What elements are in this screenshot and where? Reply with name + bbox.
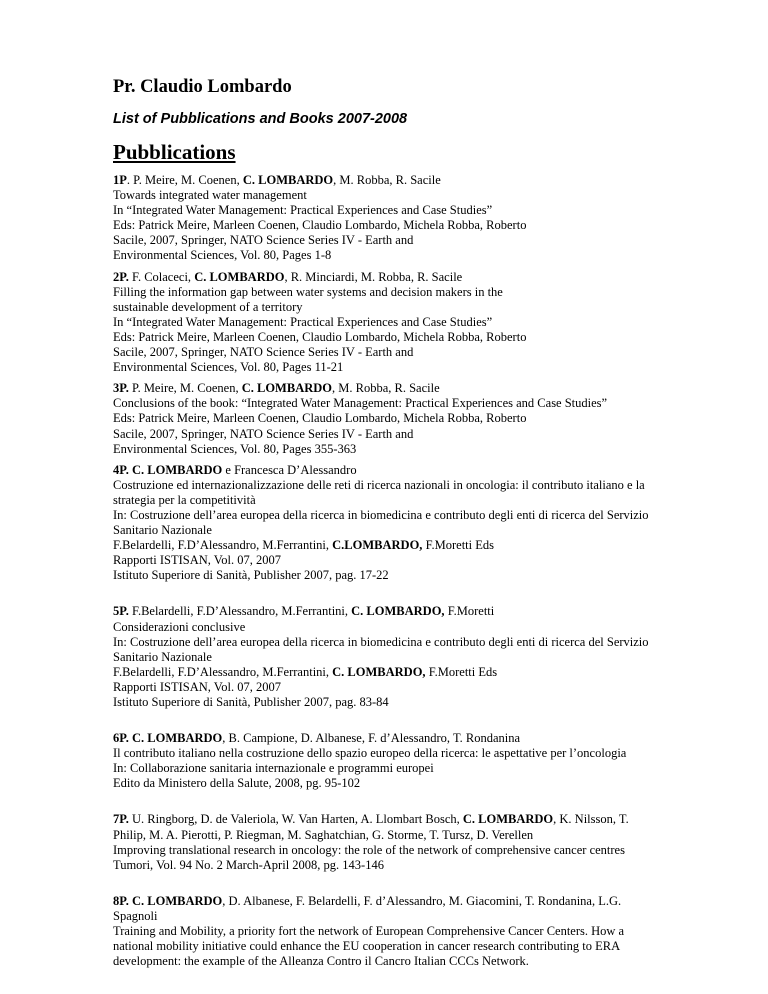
publication-text: Environmental Sciences, Vol. 80, Pages 11-21 [113,360,344,375]
publication-text: Eds: Patrick Meire, Marleen Coenen, Claudio Lombardo, Michela Robba, Roberto [113,411,527,426]
publication-text: e Francesca D’Alessandro [222,462,357,477]
publication-line [113,203,673,218]
publication-text: Rapporti ISTISAN, Vol. 07, 2007 [113,553,281,568]
publication-line [113,924,673,939]
publication-text: Sacile, 2007, Springer, NATO Science Series IV - Earth and [113,233,414,248]
publication-line [113,954,673,969]
publication-line [113,604,673,619]
publication-text: Training and Mobility, a priority fort the network of European Comprehensive Cancer Centers. How a [113,924,625,939]
publication-text: In: Collaborazione sanitaria internazionale e programmi europei [113,761,434,776]
publication-text: Costruzione ed internazionalizzazione delle reti di ricerca nazionali in oncologia: il contributo italiano e la [113,477,645,492]
publication-bold-text: C. LOMBARDO [242,173,334,187]
publication-line [113,843,673,858]
publication-text: , M. Robba, R. Sacile [332,381,440,396]
publication-line [113,345,673,360]
publication-text: F.Moretti Eds [422,538,495,553]
publication-line [113,248,673,263]
publication-text: Environmental Sciences, Vol. 80, Pages 355-363 [113,441,357,456]
publication-text: Philip, M. A. Pierotti, P. Riegman, M. Saghatchian, G. Storme, T. Tursz, D. Verellen [113,827,534,842]
publication-bold-text: 5P. [113,604,129,619]
publication-bold-text: C. LOMBARDO, [351,604,445,619]
publication-line [113,553,673,568]
publication-line [113,731,673,746]
publication-entry [113,604,673,710]
publication-text: national mobility initiative could enhance the EU cooperation in cancer research contributing to ERA [113,939,621,954]
publication-text: In “Integrated Water Management: Practical Experiences and Case Studies” [113,203,493,218]
publication-line [113,909,673,924]
publication-line [113,427,673,442]
section-title: Pubblications [113,140,236,164]
publication-line [113,270,673,285]
publication-text: , K. Nilsson, T. [553,812,629,827]
publication-text: U. Ringborg, D. de Valeriola, W. Van Harten, A. Llombart Bosch, [128,812,463,827]
publication-entry [113,731,673,791]
publication-text: , M. Robba, R. Sacile [333,173,441,187]
publication-line [113,635,673,650]
publication-bold-text: C. LOMBARDO [241,381,332,396]
publication-entry [113,812,673,872]
publication-line [113,285,673,300]
publication-text: Tumori, Vol. 94 No. 2 March-April 2008, pg. 143-146 [113,857,384,872]
publication-bold-text: C.LOMBARDO, [332,538,423,553]
publication-line [113,858,673,873]
publication-text: In: Costruzione dell’area europea della ricerca in biomedicina e contributo degli enti di ricerca del Servizio [113,634,649,649]
publication-bold-text: C. LOMBARDO [194,269,285,284]
publication-text: Eds: Patrick Meire, Marleen Coenen, Claudio Lombardo, Michela Robba, Roberto [113,218,527,233]
document-subtitle: List of Pubblications and Books 2007-2008 [113,111,408,127]
publication-entry [113,270,673,376]
publication-line [113,650,673,665]
publication-text: Sanitario Nazionale [113,523,212,538]
publication-line [113,828,673,843]
publication-line [113,680,673,695]
publication-line [113,776,673,791]
publication-list [113,173,673,969]
publication-line [113,188,673,203]
publication-text: strategia per la competitività [113,492,256,507]
publication-text: Eds: Patrick Meire, Marleen Coenen, Claudio Lombardo, Michela Robba, Roberto [113,329,527,344]
publication-line [113,396,673,411]
publication-text: Sacile, 2007, Springer, NATO Science Series IV - Earth and [113,345,414,360]
publication-entry [113,381,673,456]
publication-line [113,620,673,635]
publication-line [113,360,673,375]
publication-text: Sacile, 2007, Springer, NATO Science Series IV - Earth and [113,426,414,441]
publication-bold-text: C. LOMBARDO [462,812,554,827]
publication-text: Rapporti ISTISAN, Vol. 07, 2007 [113,679,281,694]
publication-line [113,538,673,553]
publication-text: F.Belardelli, F.D’Alessandro, M.Ferrantini, [128,604,352,619]
publication-text: Il contributo italiano nella costruzione dello spazio europeo della ricerca: le aspettative per l’oncologia [113,746,627,761]
publication-text: , R. Minciardi, M. Robba, R. Sacile [284,269,463,284]
publication-line [113,478,673,493]
publication-text: Edito da Ministero della Salute, 2008, pg. 95-102 [113,776,361,791]
publication-line [113,218,673,233]
publication-line [113,315,673,330]
publication-bold-text: 3P. [113,381,129,396]
publication-line [113,411,673,426]
publication-line [113,665,673,680]
publication-entry [113,463,673,584]
publication-text: Istituto Superiore di Sanità, Publisher 2007, pag. 83-84 [113,695,389,709]
publication-line [113,330,673,345]
publication-text: Filling the information gap between water systems and decision makers in the [113,284,503,299]
publication-text: , B. Campione, D. Albanese, F. d’Alessandro, T. Rondanina [222,731,521,746]
publication-bold-text: 2P. [113,269,129,284]
publication-bold-text: 8P. C. LOMBARDO [113,893,223,908]
publication-line [113,381,673,396]
publication-text: Conclusions of the book: “Integrated Water Management: Practical Experiences and Case Studies” [113,396,608,411]
publication-line [113,493,673,508]
publication-text: Sanitario Nazionale [113,649,212,664]
author-name: Pr. Claudio Lombardo [113,77,292,97]
publication-line [113,442,673,457]
publication-bold-text: 6P. C. LOMBARDO [113,731,223,746]
publication-line [113,300,673,315]
publication-bold-text: 7P. [113,812,129,827]
publication-text: In: Costruzione dell’area europea della ricerca in biomedicina e contributo degli enti di ricerca del Servizio [113,507,649,522]
publication-text: Improving translational research in oncology: the role of the network of comprehensive cancer centres [113,842,625,857]
publication-text: F.Moretti Eds [425,664,498,679]
publication-bold-text: C. LOMBARDO, [332,664,426,679]
publication-line [113,812,673,827]
publication-text: Environmental Sciences, Vol. 80, Pages 1-8 [113,248,332,263]
publication-line [113,568,673,583]
publication-entry [113,894,673,969]
publication-text: . P. Meire, M. Coenen, [126,173,243,187]
publication-line [113,523,673,538]
publication-text: F.Belardelli, F.D’Alessandro, M.Ferrantini, [113,538,333,553]
publication-line [113,894,673,909]
publication-text: development: the example of the Alleanza Contro il Cancro Italian CCCs Network. [113,954,529,969]
publication-line [113,939,673,954]
publication-text: F.Moretti [444,604,495,619]
publication-line [113,746,673,761]
publication-bold-text: 4P. C. LOMBARDO [113,462,223,477]
publication-text: Spagnoli [113,908,158,923]
publication-text: Considerazioni conclusive [113,619,246,634]
publication-text: F. Colaceci, [128,269,195,284]
publication-text: Towards integrated water management [113,188,307,203]
publication-text: , D. Albanese, F. Belardelli, F. d’Alessandro, M. Giacomini, T. Rondanina, L.G. [222,893,622,908]
publication-line [113,233,673,248]
publication-line [113,508,673,523]
publication-line [113,463,673,478]
publication-line [113,695,673,710]
publication-text: sustainable development of a territory [113,299,303,314]
publication-text: Istituto Superiore di Sanità, Publisher 2007, pag. 17-22 [113,568,389,583]
publication-line [113,173,673,188]
publication-bold-text: 1P [113,173,127,187]
publication-line [113,761,673,776]
publication-text: In “Integrated Water Management: Practical Experiences and Case Studies” [113,314,493,329]
publication-text: P. Meire, M. Coenen, [128,381,242,396]
publication-entry [113,173,673,264]
publication-text: F.Belardelli, F.D’Alessandro, M.Ferrantini, [113,664,333,679]
